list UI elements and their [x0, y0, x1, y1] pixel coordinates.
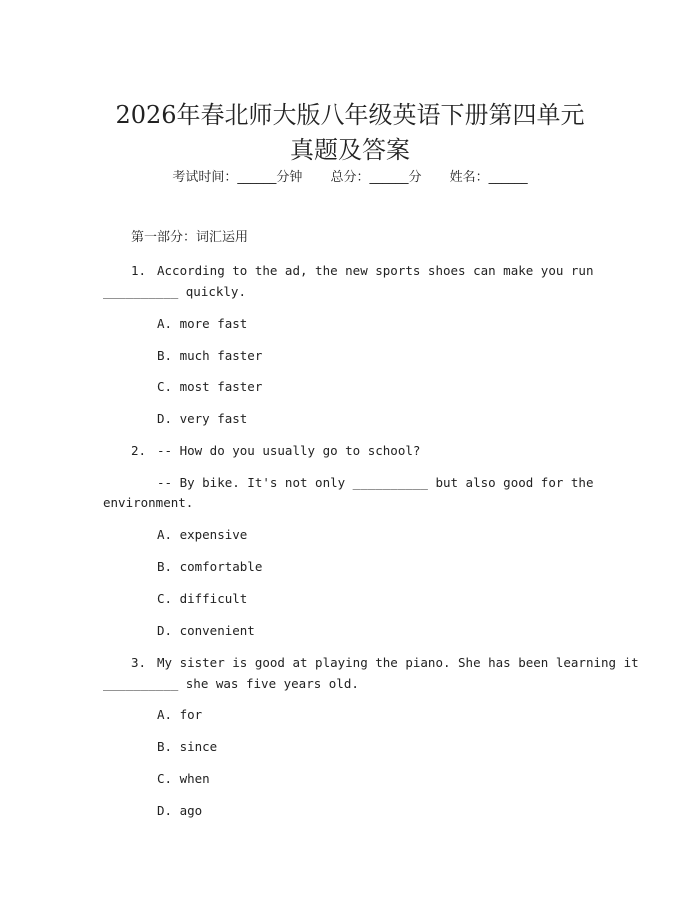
question-3-number: 3.: [131, 655, 147, 670]
question-1-text: According to the ad, the new sports shoes can make you run: [157, 263, 594, 278]
total-score-unit: 分: [408, 170, 422, 185]
question-3-option-b: B. since: [157, 739, 218, 754]
exam-time-label: 考试时间：: [172, 170, 238, 185]
question-3-text-continued: __________ she was five years old.: [103, 676, 359, 691]
question-2-number: 2.: [131, 443, 147, 458]
student-name-blank: ______: [488, 170, 528, 185]
question-1-option-d: D. very fast: [157, 411, 248, 426]
student-name: [450, 168, 528, 188]
question-1-number: 1.: [131, 263, 147, 278]
page-title-line-1: 2026年春北师大版八年级英语下册第四单元: [115, 101, 585, 130]
total-score-blank: ______: [369, 170, 409, 185]
question-2-option-a: A. expensive: [157, 527, 248, 542]
question-1-option-b: B. much faster: [157, 348, 263, 363]
total-score: [330, 168, 421, 188]
student-name-label: 姓名：: [449, 170, 489, 185]
question-2-option-c: C. difficult: [157, 591, 248, 606]
question-2-option-b: B. comfortable: [157, 559, 263, 574]
page-title-line-2: 真题及答案: [290, 136, 410, 165]
question-2-text-line-2: -- By bike. It's not only __________ but also good for the: [157, 475, 594, 490]
section-title: 第一部分：词汇运用: [131, 230, 249, 245]
question-2-text: -- How do you usually go to school?: [157, 443, 421, 458]
exam-meta: [0, 168, 700, 188]
question-3-text: My sister is good at playing the piano. She has been learning it: [157, 655, 639, 670]
exam-time: [172, 168, 302, 188]
question-3-option-c: C. when: [157, 771, 210, 786]
question-2-option-d: D. convenient: [157, 623, 255, 638]
exam-time-blank: ______: [237, 170, 277, 185]
question-1-text-continued: __________ quickly.: [103, 284, 246, 299]
question-1-option-c: C. most faster: [157, 379, 263, 394]
question-1-option-a: A. more fast: [157, 316, 248, 331]
exam-time-unit: 分钟: [276, 170, 303, 185]
question-2-text-continued: environment.: [103, 495, 194, 510]
question-3-option-a: A. for: [157, 707, 203, 722]
question-3-option-d: D. ago: [157, 803, 203, 818]
total-score-label: 总分：: [330, 170, 370, 185]
